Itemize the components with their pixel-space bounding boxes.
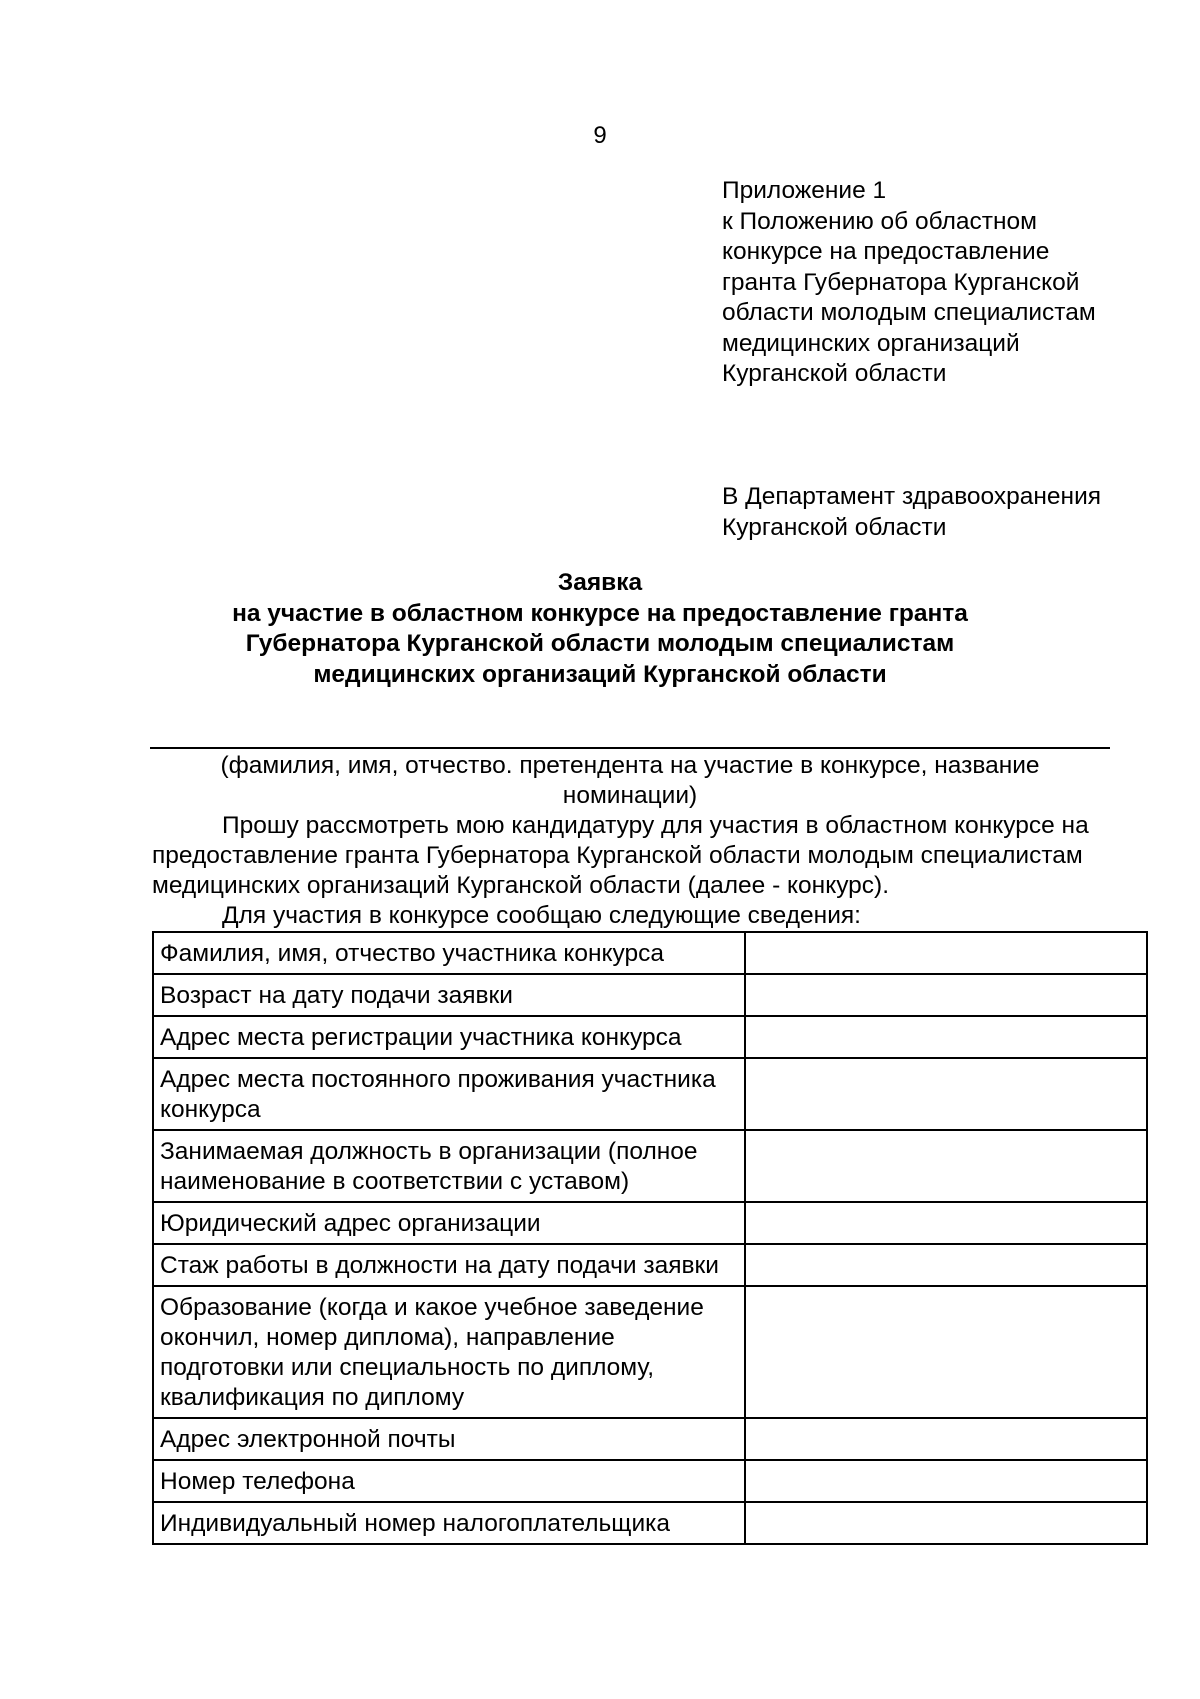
addressee-line: Курганской области (722, 513, 947, 541)
field-value-cell[interactable] (745, 1502, 1147, 1544)
field-label: Стаж работы в должности на дату подачи заявки (153, 1244, 745, 1286)
field-label: Индивидуальный номер налогоплательщика (153, 1502, 745, 1544)
field-value-cell[interactable] (745, 1058, 1147, 1130)
field-label: Номер телефона (153, 1460, 745, 1502)
field-label: Занимаемая должность в организации (полное наименование в соответствии с уставом) (153, 1130, 745, 1202)
title-line: на участие в областном конкурсе на предоставление гранта (232, 599, 968, 627)
title-line: медицинских организаций Курганской области (313, 660, 887, 688)
table-row (153, 1202, 1147, 1244)
addressee-line: В Департамент здравоохранения (722, 483, 1102, 510)
table-row (153, 1016, 1147, 1058)
field-value-cell[interactable] (745, 1130, 1147, 1202)
table-row (153, 1244, 1147, 1286)
field-value-cell[interactable] (745, 1286, 1147, 1418)
body-line: предоставление гранта Губернатора Курганской области молодым специалистам (152, 842, 1083, 869)
fio-caption (150, 751, 1110, 811)
field-value-cell[interactable] (745, 974, 1147, 1016)
field-value-cell[interactable] (745, 1016, 1147, 1058)
field-label: Адрес места регистрации участника конкурса (153, 1016, 745, 1058)
field-value-cell[interactable] (745, 1202, 1147, 1244)
field-label: Юридический адрес организации (153, 1202, 745, 1244)
addressee (722, 482, 1101, 543)
table-row (153, 1130, 1147, 1202)
title-line: Заявка (557, 569, 643, 596)
field-value-cell[interactable] (745, 932, 1147, 974)
body-line: Прошу рассмотреть мою кандидатуру для участия в областном конкурсе на (222, 812, 1089, 839)
field-label: Фамилия, имя, отчество участника конкурса (153, 932, 745, 974)
body-line: медицинских организаций Курганской области (далее - конкурс). (152, 872, 890, 899)
field-value-cell[interactable] (745, 1460, 1147, 1502)
appendix-line: Курганской области (722, 360, 947, 387)
body-line: Для участия в конкурсе сообщаю следующие сведения: (222, 902, 861, 929)
field-value-cell[interactable] (745, 1418, 1147, 1460)
appendix-line: к Положению об областном (722, 207, 1037, 235)
request-paragraph (152, 811, 1147, 931)
table-row (153, 932, 1147, 974)
page-number: 9 (593, 122, 607, 149)
table-row (153, 1418, 1147, 1460)
appendix-line: гранта Губернатора Курганской (722, 268, 1080, 296)
field-label: Адрес электронной почты (153, 1418, 745, 1460)
appendix-line: конкурсе на предоставление (722, 238, 1050, 265)
applicant-info-table (152, 931, 1148, 1545)
field-value-cell[interactable] (745, 1244, 1147, 1286)
appendix-reference (722, 176, 1096, 390)
table-row (153, 974, 1147, 1016)
table-row (153, 1460, 1147, 1502)
appendix-line: Приложение 1 (722, 177, 887, 204)
fio-fill-line[interactable] (150, 747, 1110, 749)
table-row (153, 1058, 1147, 1130)
field-label: Образование (когда и какое учебное заведение окончил, номер диплома), направление подготовки или специальность по диплому, квалификация по диплому (153, 1286, 745, 1418)
fio-caption-line: (фамилия, имя, отчество. претендента на участие в конкурсе, название (220, 752, 1040, 779)
table-row (153, 1286, 1147, 1418)
field-label: Возраст на дату подачи заявки (153, 974, 745, 1016)
appendix-line: медицинских организаций (722, 329, 1020, 357)
document-title (0, 568, 1200, 690)
appendix-line: области молодым специалистам (722, 299, 1096, 326)
fio-caption-line: номинации) (562, 782, 698, 809)
title-line: Губернатора Курганской области молодым специалистам (245, 630, 955, 657)
table-row (153, 1502, 1147, 1544)
field-label: Адрес места постоянного проживания участника конкурса (153, 1058, 745, 1130)
